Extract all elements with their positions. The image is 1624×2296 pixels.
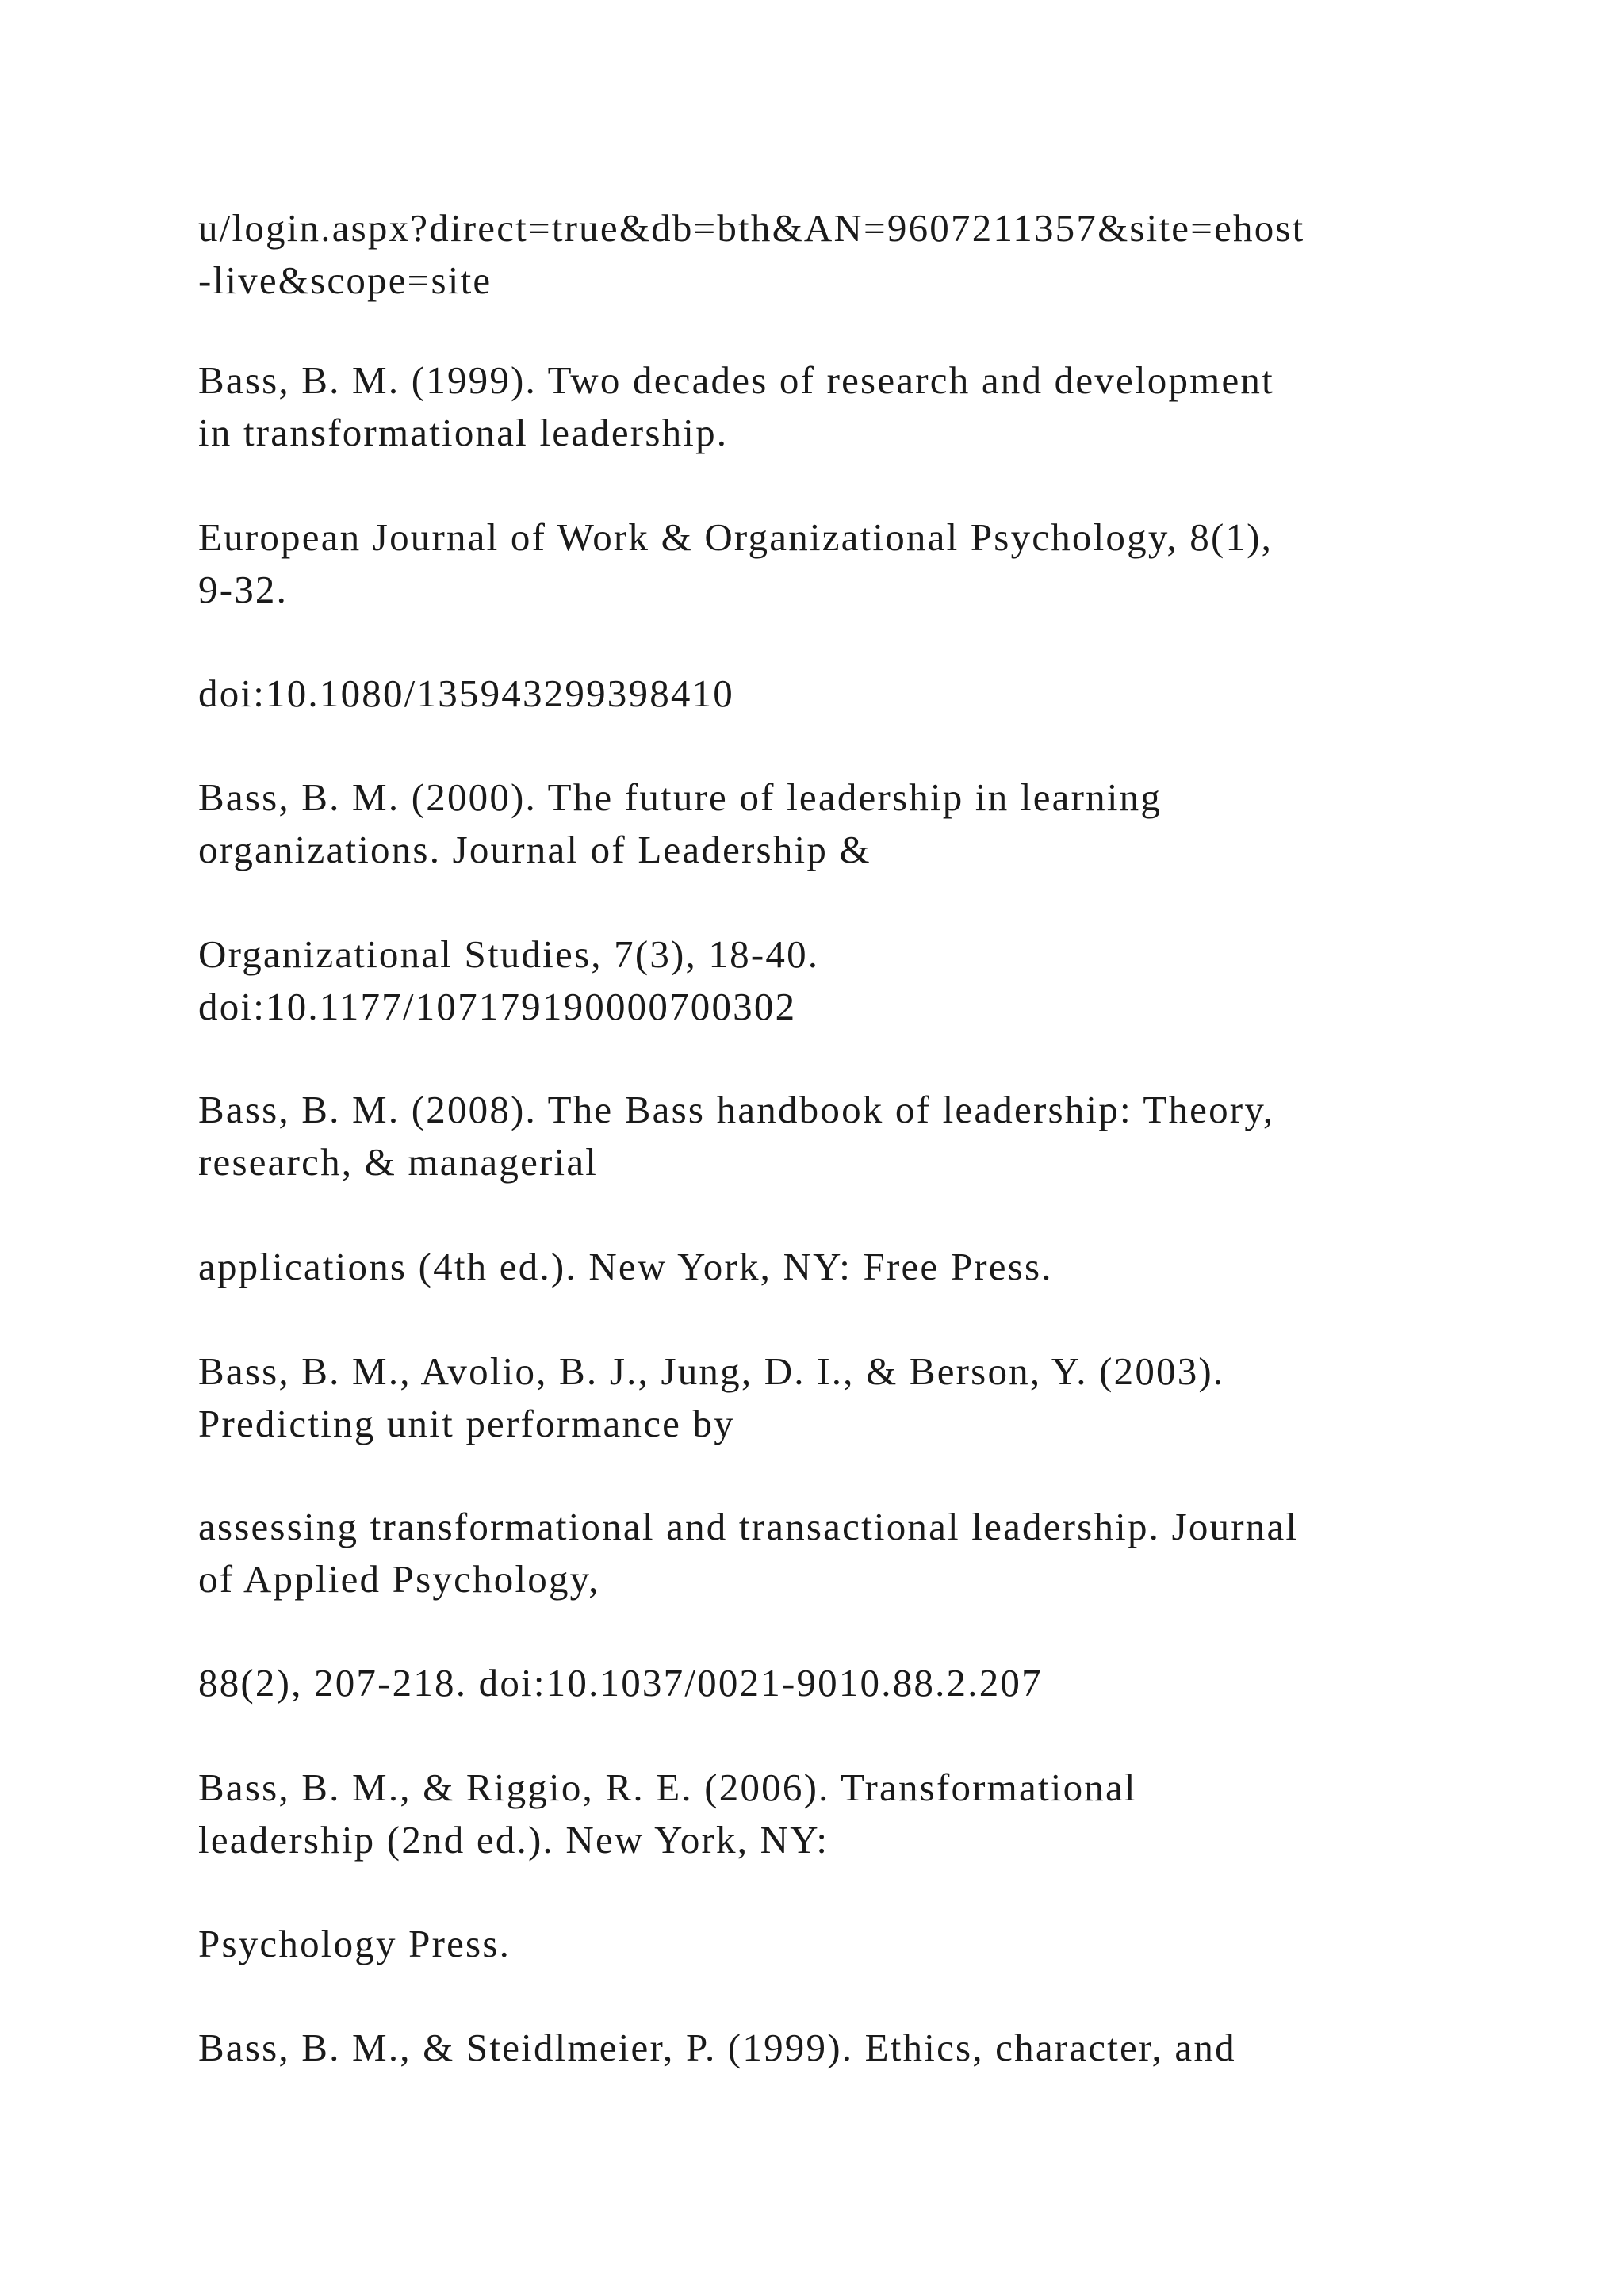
reference-bass-2003-journal [198, 1501, 1530, 1605]
text-line: Bass, B. M., & Riggio, R. E. (2006). Transformational [198, 1766, 1137, 1809]
text-line: 88(2), 207-218. doi:10.1037/0021-9010.88.2.207 [198, 1661, 1043, 1705]
text-line: of Applied Psychology, [198, 1557, 600, 1601]
text-line: applications (4th ed.). New York, NY: Free Press. [198, 1245, 1053, 1288]
text-line: in transformational leadership. [198, 411, 729, 454]
text-line: leadership (2nd ed.). New York, NY: [198, 1818, 829, 1862]
text-line: Bass, B. M. (2000). The future of leadership in learning [198, 775, 1162, 819]
text-line: doi:10.1080/135943299398410 [198, 672, 734, 715]
reference-bass-2008 [198, 1084, 1530, 1188]
text-line: Organizational Studies, 7(3), 18-40. [198, 932, 820, 976]
text-line: European Journal of Work & Organizational Psychology, 8(1), [198, 515, 1274, 559]
reference-bass-2000-journal [198, 928, 1530, 1033]
reference-bass-2003 [198, 1345, 1530, 1450]
reference-fragment-url [198, 202, 1530, 307]
text-line: Bass, B. M. (2008). The Bass handbook of leadership: Theory, [198, 1088, 1275, 1131]
text-line: Bass, B. M. (1999). Two decades of research and development [198, 358, 1274, 402]
text-line: -live&scope=site [198, 258, 492, 302]
text-line: u/login.aspx?direct=true&db=bth&AN=9607211357&site=ehost [198, 206, 1305, 250]
reference-bass-2008-publisher [198, 1241, 1530, 1293]
reference-bass-1999 [198, 354, 1530, 459]
text-line: Psychology Press. [198, 1922, 511, 1965]
text-line: assessing transformational and transactional leadership. Journal [198, 1505, 1299, 1548]
reference-bass-1999-doi [198, 668, 1530, 720]
text-line: Predicting unit performance by [198, 1402, 735, 1445]
reference-bass-2000 [198, 771, 1530, 876]
text-line: organizations. Journal of Leadership & [198, 828, 871, 871]
reference-bass-riggio-2006-publisher [198, 1918, 1530, 1970]
text-line: research, & managerial [198, 1140, 599, 1184]
text-line: Bass, B. M., & Steidlmeier, P. (1999). Ethics, character, and [198, 2026, 1236, 2069]
text-line: doi:10.1177/107179190000700302 [198, 985, 797, 1028]
text-line: Bass, B. M., Avolio, B. J., Jung, D. I., & Berson, Y. (2003). [198, 1349, 1225, 1393]
reference-bass-2003-doi [198, 1657, 1530, 1709]
reference-bass-steidlmeier-1999 [198, 2022, 1530, 2074]
reference-bass-1999-journal [198, 511, 1530, 616]
reference-bass-riggio-2006 [198, 1762, 1530, 1866]
text-line: 9-32. [198, 568, 289, 611]
